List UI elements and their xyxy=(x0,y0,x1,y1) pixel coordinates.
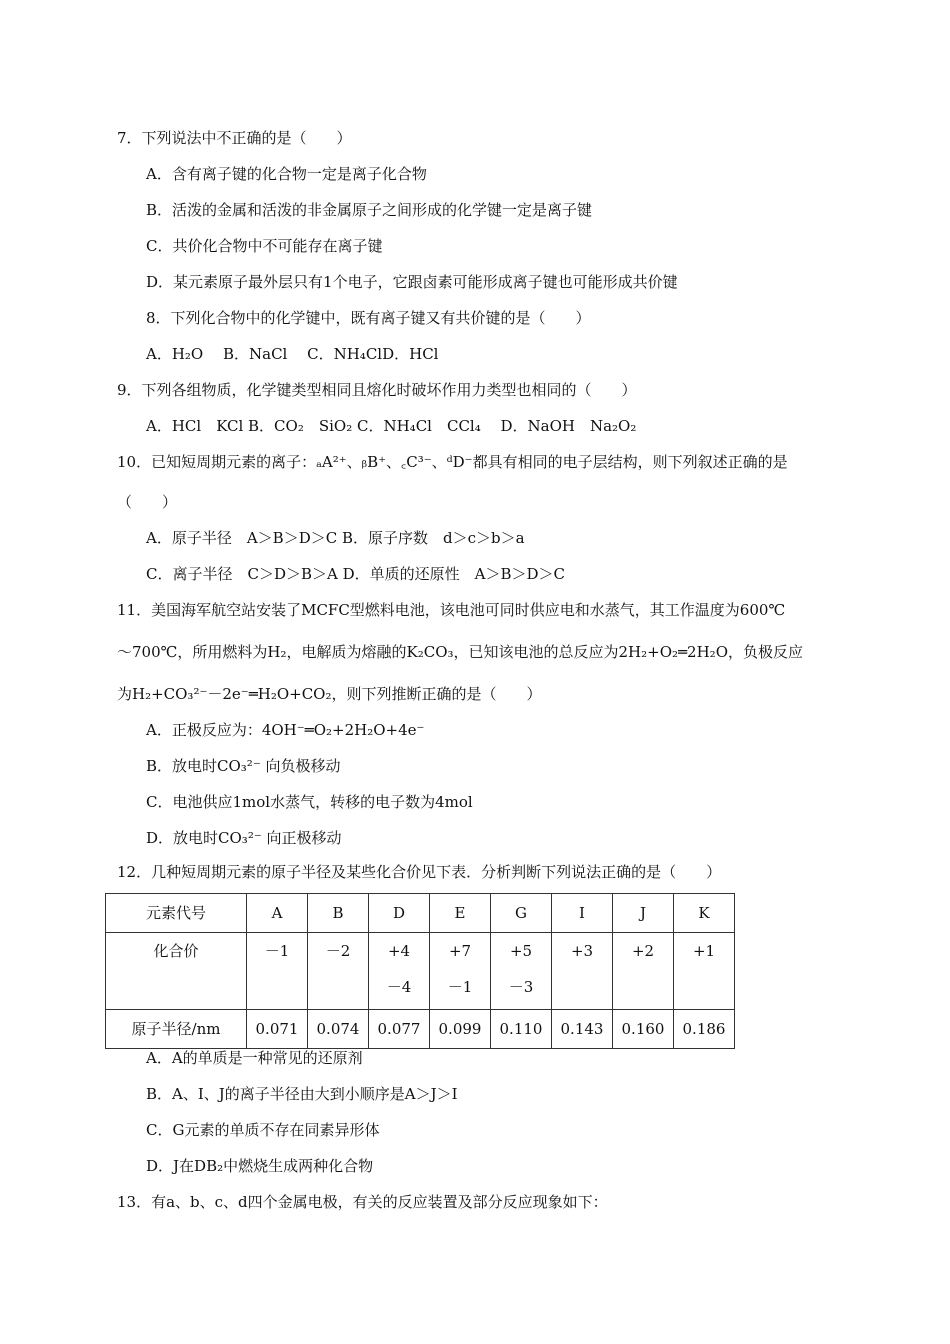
radius-cell: 0.186 xyxy=(674,1010,735,1049)
valence-bottom: －3 xyxy=(508,978,534,996)
q11-option-a: A．正极反应为：4OH⁻═O₂+2H₂O+4e⁻ xyxy=(146,721,425,739)
element-table xyxy=(105,893,735,1049)
q12-option-c: C．G元素的单质不存在同素异形体 xyxy=(146,1121,380,1139)
table-header-cell: A xyxy=(247,894,308,933)
table-header-cell: J xyxy=(613,894,674,933)
q7-option-a: A．含有离子键的化合物一定是离子化合物 xyxy=(146,165,427,183)
q11-line3: 为H₂+CO₃²⁻－2e⁻═H₂O+CO₂，则下列推断正确的是（ ） xyxy=(117,685,542,703)
valence-top: －2 xyxy=(325,942,351,960)
q12-option-d: D．J在DB₂中燃烧生成两种化合物 xyxy=(146,1157,374,1175)
q8-options: A．H₂O B．NaCl C．NH₄ClD．HCl xyxy=(146,345,439,363)
valence-top: +4 xyxy=(387,942,411,960)
valence-top: －1 xyxy=(264,942,290,960)
q7-option-c: C．共价化合物中不可能存在离子键 xyxy=(146,237,383,255)
q8-stem: 8．下列化合物中的化学键中，既有离子键又有共价键的是（ ） xyxy=(146,309,591,327)
table-header-cell: D xyxy=(369,894,430,933)
table-radius-row xyxy=(106,1010,735,1049)
q12-stem: 12．几种短周期元素的原子半径及某些化合价见下表．分析判断下列说法正确的是（ ） xyxy=(117,863,722,881)
valence-bottom: －4 xyxy=(386,978,412,996)
table-header-cell: K xyxy=(674,894,735,933)
q10-stem-cont: （ ） xyxy=(117,493,178,511)
q7-option-d: D．某元素原子最外层只有1个电子，它跟卤素可能形成离子键也可能形成共价键 xyxy=(146,273,678,291)
radius-cell: 0.160 xyxy=(613,1010,674,1049)
valence-label: 化合价 xyxy=(153,942,199,960)
radius-cell: 0.077 xyxy=(369,1010,430,1049)
radius-cell: 0.074 xyxy=(308,1010,369,1049)
valence-top: +7 xyxy=(448,942,472,960)
q11-line1: 11．美国海军航空站安装了MCFC型燃料电池，该电池可同时供应电和水蒸气，其工作温度为600℃ xyxy=(117,601,786,619)
valence-top: +5 xyxy=(509,942,533,960)
radius-cell: 0.143 xyxy=(552,1010,613,1049)
valence-top: +3 xyxy=(570,942,594,960)
q12-option-a: A．A的单质是一种常见的还原剂 xyxy=(146,1049,363,1067)
q10-stem: 10．已知短周期元素的离子：ₐA²⁺、ᵦB⁺、꜀C³⁻、ᵈD⁻都具有相同的电子层结构，则下列叙述正确的是 xyxy=(117,453,788,471)
table-header-cell: E xyxy=(430,894,491,933)
q11-option-b: B．放电时CO₃²⁻ 向负极移动 xyxy=(146,757,341,775)
q11-option-c: C．电池供应1mol水蒸气，转移的电子数为4mol xyxy=(146,793,473,811)
table-valence-row xyxy=(106,933,735,1010)
valence-top: +1 xyxy=(692,942,716,960)
q10-options-cd: C．离子半径 C＞D＞B＞A D．单质的还原性 A＞B＞D＞C xyxy=(146,565,565,583)
q7-stem: 7．下列说法中不正确的是（ ） xyxy=(117,129,352,147)
q11-option-d: D．放电时CO₃²⁻ 向正极移动 xyxy=(146,829,342,847)
valence-top: +2 xyxy=(631,942,655,960)
radius-cell: 0.071 xyxy=(247,1010,308,1049)
q7-option-b: B．活泼的金属和活泼的非金属原子之间形成的化学键一定是离子键 xyxy=(146,201,593,219)
q10-options-ab: A．原子半径 A＞B＞D＞C B．原子序数 d＞c＞b＞a xyxy=(146,529,525,547)
valence-bottom xyxy=(308,969,368,1005)
q9-stem: 9．下列各组物质，化学键类型相同且熔化时破坏作用力类型也相同的（ ） xyxy=(117,381,637,399)
valence-bottom xyxy=(552,969,612,1005)
q11-line2: ～700℃，所用燃料为H₂，电解质为熔融的K₂CO₃，已知该电池的总反应为2H₂+O₂═2H₂O，负极反应 xyxy=(117,643,803,661)
table-header-cell: G xyxy=(491,894,552,933)
valence-bottom: －1 xyxy=(447,978,473,996)
q13-stem: 13．有a、b、c、d四个金属电极，有关的反应装置及部分反应现象如下： xyxy=(117,1193,608,1211)
table-header-cell: B xyxy=(308,894,369,933)
radius-label: 原子半径/nm xyxy=(106,1010,247,1049)
valence-bottom xyxy=(674,969,734,1005)
q12-option-b: B．A、I、J的离子半径由大到小顺序是A＞J＞I xyxy=(146,1085,458,1103)
table-header-cell: I xyxy=(552,894,613,933)
table-header-row xyxy=(106,894,735,933)
valence-bottom xyxy=(247,969,307,1005)
radius-cell: 0.099 xyxy=(430,1010,491,1049)
q9-options: A．HCl KCl B．CO₂ SiO₂ C．NH₄Cl CCl₄ D．NaOH Na₂O₂ xyxy=(146,417,637,435)
radius-cell: 0.110 xyxy=(491,1010,552,1049)
table-header-cell: 元素代号 xyxy=(106,894,247,933)
valence-bottom xyxy=(613,969,673,1005)
